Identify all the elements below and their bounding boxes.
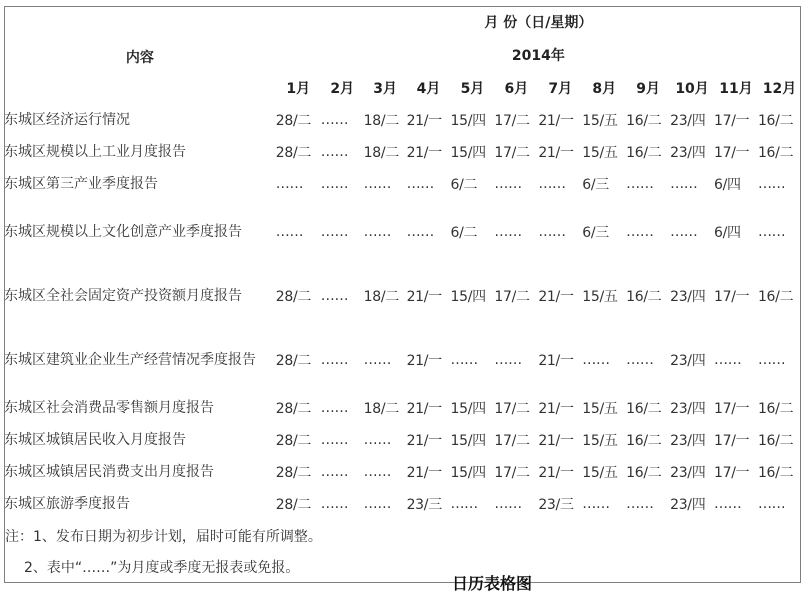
release-date-cell: 21/一 [406, 433, 442, 449]
release-date-cell: 15/四 [450, 289, 486, 305]
release-date-cell: 21/一 [538, 353, 574, 369]
table-row [4, 200, 801, 264]
report-name: 东城区规模以上工业月度报告 [4, 143, 186, 160]
release-date-cell: 17/一 [714, 145, 750, 161]
release-date-cell: 23/四 [670, 353, 706, 369]
release-date-cell: …… [714, 352, 742, 368]
release-date-cell: 17/一 [714, 433, 750, 449]
release-date-cell: …… [714, 496, 742, 512]
release-date-cell: …… [450, 496, 478, 512]
release-date-cell: 17/二 [494, 465, 530, 481]
release-date-cell: …… [320, 288, 349, 304]
release-date-cell: …… [450, 352, 478, 368]
release-date-cell: 23/四 [670, 113, 706, 129]
release-date-cell: 23/四 [670, 465, 706, 481]
report-name: 东城区旅游季度报告 [4, 495, 130, 512]
release-date-cell: …… [757, 352, 786, 368]
release-date-cell: 17/一 [714, 401, 750, 417]
release-date-cell: 16/二 [757, 145, 794, 161]
release-date-cell: 23/四 [670, 497, 706, 513]
month-header: 月 份（日/星期） [484, 15, 593, 31]
month-header-cell: 12月 [762, 80, 797, 97]
release-date-cell: 21/一 [406, 289, 442, 305]
release-date-cell: 23/四 [670, 289, 706, 305]
month-header-cell: 11月 [719, 80, 753, 97]
release-date-cell: …… [363, 224, 392, 240]
header-spacer [4, 71, 276, 104]
release-date-cell: 17/二 [494, 433, 530, 449]
release-date-cell: 17/二 [494, 113, 530, 129]
release-date-cell: 15/五 [582, 401, 618, 417]
report-name: 东城区全社会固定资产投资额月度报告 [4, 287, 242, 304]
release-date-cell: 21/一 [538, 289, 574, 305]
release-date-cell: 16/二 [626, 433, 662, 449]
release-date-cell: 15/四 [450, 401, 486, 417]
table-row [4, 456, 801, 488]
release-date-cell: 16/二 [757, 465, 794, 481]
release-date-cell: 17/一 [714, 465, 750, 481]
release-date-cell: …… [406, 176, 434, 192]
release-date-cell: 6/三 [582, 177, 609, 193]
release-date-cell: 28/二 [275, 113, 312, 129]
year-header: 2014年 [511, 47, 565, 64]
release-date-cell: …… [275, 176, 304, 192]
release-date-cell: 28/二 [275, 465, 312, 481]
table-row [4, 392, 801, 424]
content-header: 内容 [125, 49, 154, 66]
report-name: 东城区社会消费品零售额月度报告 [4, 399, 214, 416]
release-date-cell: …… [363, 496, 392, 512]
release-schedule-table [4, 6, 801, 520]
release-date-cell: …… [363, 176, 392, 192]
release-date-cell: 21/一 [538, 145, 574, 161]
release-date-cell: …… [320, 112, 349, 128]
release-date-cell: 21/一 [406, 465, 442, 481]
month-header-cell: 5月 [460, 80, 485, 97]
table-row [4, 424, 801, 456]
release-date-cell: …… [363, 352, 392, 368]
release-date-cell: …… [320, 176, 349, 192]
release-date-cell: …… [582, 352, 610, 368]
release-date-cell: 23/四 [670, 145, 706, 161]
report-name: 东城区建筑业企业生产经营情况季度报告 [4, 351, 256, 368]
release-date-cell: …… [626, 176, 654, 192]
release-date-cell: …… [757, 224, 786, 240]
release-date-cell: 16/二 [757, 289, 794, 305]
table-row [4, 328, 801, 392]
month-header-cell: 9月 [636, 80, 660, 97]
report-name: 东城区经济运行情况 [4, 111, 130, 128]
release-date-cell: 17/一 [714, 113, 750, 129]
month-header-cell: 2月 [330, 80, 355, 97]
release-date-cell: 16/二 [626, 401, 662, 417]
release-date-cell: 15/四 [450, 433, 486, 449]
release-date-cell: 16/二 [757, 401, 794, 417]
release-date-cell: 28/二 [275, 145, 312, 161]
release-date-cell: 21/一 [406, 113, 442, 129]
release-date-cell: …… [538, 176, 566, 192]
release-date-cell: 21/一 [538, 465, 574, 481]
release-date-cell: …… [320, 496, 349, 512]
header-row-months [4, 71, 801, 104]
report-name: 东城区规模以上文化创意产业季度报告 [4, 223, 242, 240]
release-date-cell: 28/二 [275, 289, 312, 305]
table-row [4, 104, 801, 136]
release-date-cell: …… [626, 352, 654, 368]
release-date-cell: …… [320, 432, 349, 448]
release-date-cell: 21/一 [538, 401, 574, 417]
release-date-cell: …… [320, 352, 349, 368]
release-date-cell: 18/二 [363, 289, 399, 305]
release-date-cell: 15/四 [450, 145, 486, 161]
release-date-cell: 21/一 [538, 433, 574, 449]
release-date-cell: 15/五 [582, 433, 618, 449]
release-date-cell: 17/二 [494, 289, 530, 305]
report-name: 东城区第三产业季度报告 [4, 175, 158, 192]
release-date-cell: 17/二 [494, 145, 530, 161]
release-date-cell: …… [757, 496, 786, 512]
release-date-cell: 16/二 [757, 433, 794, 449]
release-date-cell: …… [494, 224, 522, 240]
table-row [4, 168, 801, 200]
release-date-cell: 28/二 [275, 353, 312, 369]
report-name: 东城区城镇居民消费支出月度报告 [4, 463, 214, 480]
release-date-cell: 15/五 [582, 465, 618, 481]
release-date-cell: …… [320, 400, 349, 416]
footnotes [5, 522, 322, 584]
footnote-1: 注：1、发布日期为初步计划，届时可能有所调整。 [5, 529, 322, 545]
release-date-cell: 28/二 [275, 497, 312, 513]
release-date-cell: …… [757, 176, 786, 192]
release-date-cell: 16/二 [626, 289, 662, 305]
release-date-cell: …… [626, 496, 654, 512]
report-name: 东城区城镇居民收入月度报告 [4, 431, 186, 448]
release-date-cell: 16/二 [626, 465, 662, 481]
release-date-cell: 21/一 [406, 145, 442, 161]
release-date-cell: 28/二 [275, 433, 312, 449]
release-date-cell: …… [582, 496, 610, 512]
footnote-2: 2、表中“……”为月度或季度无报表或免报。 [24, 560, 300, 576]
release-date-cell: …… [275, 224, 304, 240]
release-date-cell: 18/二 [363, 113, 399, 129]
release-date-cell: 6/四 [714, 225, 741, 241]
release-date-cell: 6/二 [450, 177, 478, 193]
release-date-cell: 23/三 [538, 497, 574, 513]
release-date-cell: 21/一 [406, 401, 442, 417]
release-date-cell: …… [320, 464, 349, 480]
release-date-cell: …… [406, 224, 434, 240]
month-header-cell: 3月 [373, 80, 397, 97]
release-date-cell: …… [363, 464, 392, 480]
release-date-cell: 6/三 [582, 225, 609, 241]
release-date-cell: 17/一 [714, 289, 750, 305]
release-date-cell: …… [626, 224, 654, 240]
release-date-cell: …… [320, 224, 349, 240]
release-date-cell: 23/四 [670, 401, 706, 417]
release-date-cell: …… [494, 352, 522, 368]
release-date-cell: 15/五 [582, 145, 618, 161]
release-date-cell: …… [670, 176, 698, 192]
header-row-label [4, 6, 801, 38]
release-date-cell: 16/二 [757, 113, 794, 129]
release-date-cell: 21/一 [538, 113, 574, 129]
clipped-caption: 日历表格图 [452, 574, 533, 593]
release-date-cell: …… [494, 176, 522, 192]
table-row [4, 264, 801, 328]
release-date-cell: 28/二 [275, 401, 312, 417]
release-date-cell: 18/二 [363, 401, 399, 417]
release-date-cell: 6/二 [450, 225, 478, 241]
release-date-cell: …… [320, 144, 349, 160]
table-row [4, 488, 801, 520]
release-date-cell: 23/三 [406, 497, 442, 513]
release-date-cell: 15/五 [582, 289, 618, 305]
month-header-cell: 1月 [286, 80, 311, 97]
release-date-cell: 21/一 [406, 353, 442, 369]
month-header-cell: 10月 [675, 80, 709, 97]
release-date-cell: …… [494, 496, 522, 512]
month-header-cell: 6月 [504, 80, 529, 97]
release-date-cell: 6/四 [714, 177, 741, 193]
release-date-cell: 15/四 [450, 465, 486, 481]
release-date-cell: 15/四 [450, 113, 486, 129]
release-date-cell: 18/二 [363, 145, 399, 161]
release-date-cell: 23/四 [670, 433, 706, 449]
release-date-cell: …… [363, 432, 392, 448]
month-header-cell: 7月 [548, 80, 573, 97]
release-date-cell: …… [538, 224, 566, 240]
table-row [4, 136, 801, 168]
month-header-cell: 8月 [592, 80, 617, 97]
release-date-cell: 16/二 [626, 113, 662, 129]
release-date-cell: 17/二 [494, 401, 530, 417]
release-date-cell: 15/五 [582, 113, 618, 129]
month-header-cell: 4月 [416, 80, 441, 97]
release-date-cell: 16/二 [626, 145, 662, 161]
release-date-cell: …… [670, 224, 698, 240]
